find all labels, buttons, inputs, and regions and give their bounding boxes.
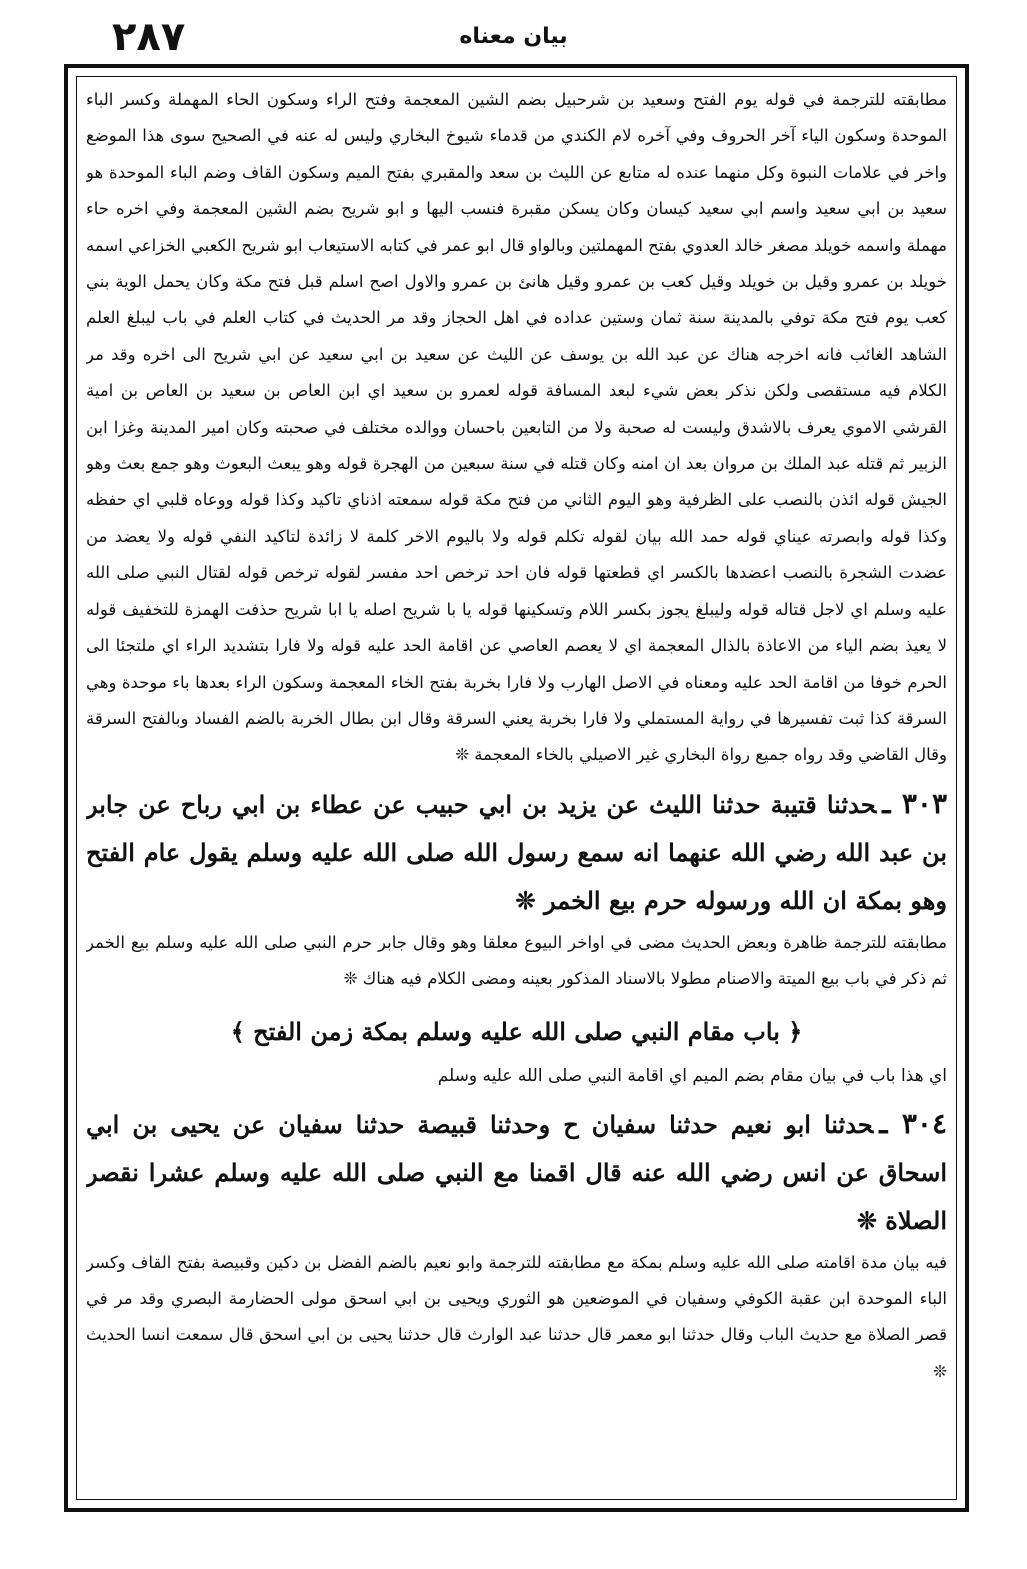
hadith-304 [86,1100,947,1245]
running-title: بيان معناه [459,24,568,49]
commentary-paragraph-1: مطابقته للترجمة في قوله يوم الفتح وسعيد بن شرحبيل بضم الشين المعجمة وفتح الراء وسكون الحاء المهملة وكسر الباء الموحدة وسكون الياء آخر الحروف وفي آخره لام الكندي من قدماء شيوخ البخاري وليس له عنه في الصحيح سوى هذا الموضع واخر في علامات النبوة وكل منهما عنده له متابع عن الليث بن سعد والمقبري بفتح الميم وسكون القاف وضم الباء الموحدة هو سعيد بن ابي سعيد واسم ابي سعيد كيسان وكان يسكن مقبرة فنسب اليها و ابو شريح بضم الشين المعجمة وفي اخره حاء مهملة واسمه خويلد مصغر خالد العدوي بفتح المهملتين وبالواو قال ابو عمر في كتابه الاستيعاب ابو شريح الكعبي الخزاعي اسمه خويلد بن عمرو وقيل بن خويلد وقيل كعب بن عمرو وقيل هانئ بن عمرو والاول اصح اسلم قبل فتح مكة وكان يحمل الوية بني كعب يوم فتح مكة توفي بالمدينة سنة ثمان وستين عداده في اهل الحجاز وقد مر الحديث في كتاب العلم في باب ليبلغ العلم الشاهد الغائب فانه اخرجه هناك عن عبد الله بن يوسف عن الليث عن سعيد بن ابي سعيد عن ابي شريح الى اخره وقد مر الكلام فيه مستقصى ولكن نذكر بعض شيء لبعد المسافة قوله لعمرو بن سعيد اي ابن العاص بن سعيد بن العاص بن امية القرشي الاموي يعرف بالاشدق وليست له صحبة ولا من التابعين باحسان ووالده مختلف في صحبته وكان امير المدينة وغزا ابن الزبير ثم قتله عبد الملك بن مروان بعد ان امنه وكان قتله في سنة سبعين من الهجرة قوله وهو يبعث البعوث وهو جمع بعث وهو الجيش قوله ائذن بالنصب على الظرفية وهو اليوم الثاني من فتح مكة قوله سمعته اذناي تاكيد وكذا قوله ووعاه قلبي اي حفظه وكذا قوله وابصرته عيناي قوله حمد الله بيان لقوله تكلم قوله ولا باليوم الاخر كلمة لا زائدة لتاكيد النفي قوله ولا يعضد من عضدت الشجرة بالنصب اعضدها بالكسر اي قطعتها قوله فان احد ترخص احد مفسر لقوله ترخص قوله لقتال النبي صلى الله عليه وسلم اي لاجل قتاله قوله وليبلغ يجوز بكسر اللام وتسكينها قوله يا با شريح اصله يا ابا شريح حذفت الهمزة للتخفيف قوله لا يعيذ بضم الياء من الاعاذة بالذال المعجمة اي لا يعصم العاصي عن اقامة الحد عليه قوله ولا فارا بتشديد الراء اي ملتجئا الى الحرم خوفا من اقامة الحد عليه ومعناه في الاصل الهارب ولا فارا بخربة بفتح الخاء المعجمة وسكون الراء بعدها باء موحدة وهي السرقة كذا ثبت تفسيرها في رواية المستملي ولا فارا بخربة يعني السرقة وقال ابن بطال الخربة بالضم الفساد وبالفتح السرقة وقال القاضي وقد رواه جميع رواة البخاري غير الاصيلي بالخاء المعجمة ❊ [86,90,947,765]
page-body [86,82,947,1494]
page-number: ٢٨٧ [112,14,186,60]
chapter-note: اي هذا باب في بيان مقام بضم الميم اي اقامة النبي صلى الله عليه وسلم [437,1065,947,1086]
hadith-text: حدثنا قتيبة حدثنا الليث عن يزيد بن ابي حبيب عن عطاء بن ابي رباح عن جابر بن عبد الله رضي الله عنهما انه سمع رسول الله صلى الله عليه وسلم يقول عام الفتح وهو بمكة ان الله ورسوله حرم بيع الخمر ❊ [86,789,947,915]
hadith-303 [86,780,947,925]
page-border-outer [64,64,969,1512]
commentary-paragraph-3: فيه بيان مدة اقامته صلى الله عليه وسلم بمكة مع مطابقته للترجمة وابو نعيم بالضم الفضل بن دكين وقبيصة بفتح القاف وكسر الباء الموحدة ابن عقبة الكوفي وسفيان في الموضعين هو الثوري ويحيى بن ابي اسحق مولى الحضارمة البصري وقد مر في قصر الصلاة مع حديث الباب وقال حدثنا ابو معمر قال حدثنا عبد الوارث قال حدثنا يحيى بن ابي اسحق قال سمعت انسا الحديث ❊ [86,1252,947,1381]
commentary-paragraph-2: مطابقته للترجمة ظاهرة وبعض الحديث مضى في اواخر البيوع معلقا وهو وقال جابر حرم النبي صلى الله عليه وسلم بيع الخمر ثم ذكر في باب بيع الميتة والاصنام مطولا بالاسناد المذكور بعينه ومضى الكلام فيه هناك ❊ [86,932,947,989]
hadith-text: حدثنا ابو نعيم حدثنا سفيان ح وحدثنا قبيصة حدثنا سفيان عن يحيى بن ابي اسحاق عن انس رضي الله عنه قال اقمنا مع النبي صلى الله عليه وسلم عشرا نقصر الصلاة ❊ [86,1109,947,1235]
hadith-number: ٣٠٤ ـ [879,1106,947,1140]
chapter-heading: ﴿ باب مقام النبي صلى الله عليه وسلم بمكة زمن الفتح ﴾ [230,1016,803,1046]
hadith-number: ٣٠٣ ـ [882,786,947,820]
